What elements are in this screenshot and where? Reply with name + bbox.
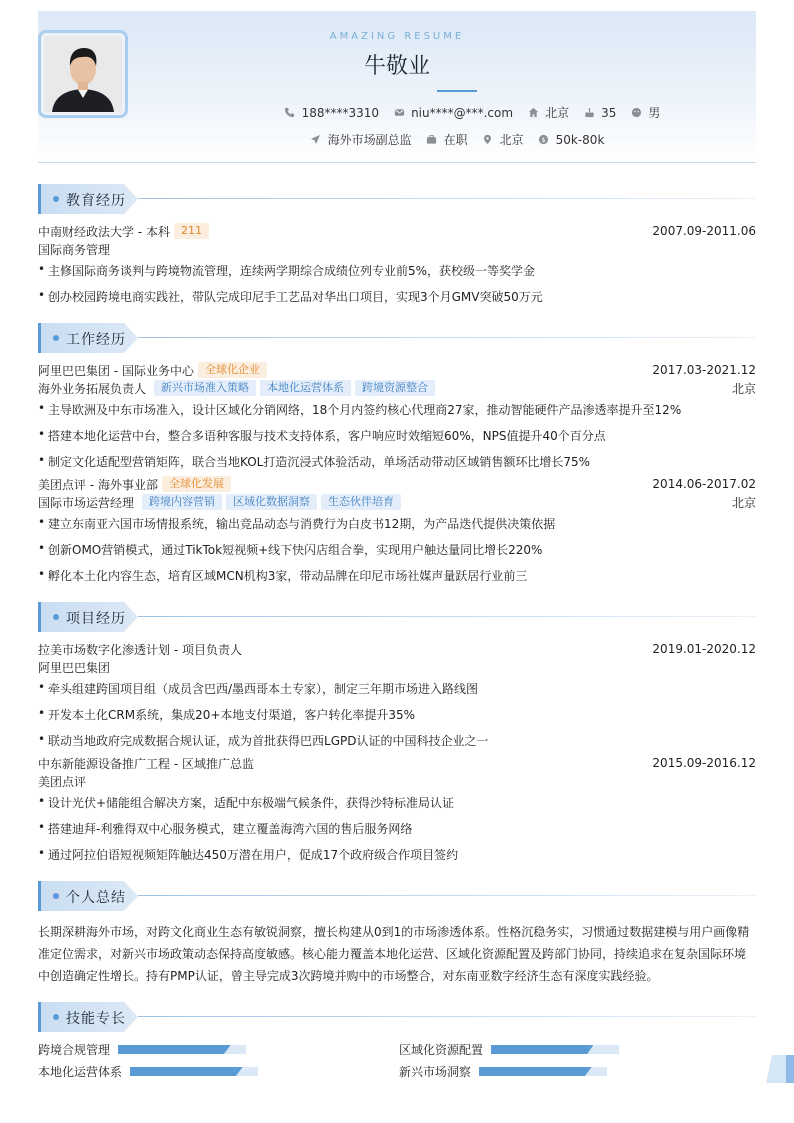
resume-header [38,11,756,163]
role-name: 海外业务拓展负责人 [38,381,147,396]
location-pin-icon [482,134,494,146]
target-city-text: 北京 [499,133,524,147]
work-role-row [38,379,756,397]
major-name: 国际商务管理 [38,242,111,257]
section-title: 技能专长 [66,1011,126,1027]
gender-item [630,104,660,121]
list-item: • 建立东南亚六国市场情报系统，输出竞品动态与消费行为白皮书12期，为产品迭代提供决策依据 [38,515,556,531]
target-city-item [482,131,524,148]
role-tag: 本地化运营体系 [260,380,351,396]
skill-item [38,1063,258,1080]
section-work-header [38,323,756,353]
email-text: niu****@***.com [411,105,514,120]
project-title-row [38,754,756,772]
company-tag: 全球化发展 [162,476,231,492]
company-tag: 全球化企业 [198,362,267,378]
list-item: • 联动当地政府完成数据合规认证，成为首批获得巴西LGPD认证的中国科技企业之一 [38,732,489,748]
skill-name: 跨境合规管理 [38,1043,111,1057]
summary-text: 长期深耕海外市场，对跨文化商业生态有敏锐洞察，擅长构建从0到1的市场渗透体系。性格沉稳务实，习惯通过数据建模与用户画像精准定位需求，对新兴市场政策动态保持高度敏感。核心能力覆盖本地化运营、区域化资源配置及跨部门协同，持续追求在复杂国际环境中创造确定性增长。持有PMP认证，曾主导完成3次跨境并购中的市场整合，对东南亚数字经济生态有深度实践经验。 [38,925,750,983]
education-date: 2007.09-2011.06 [652,224,756,238]
skill-name: 本地化运营体系 [38,1065,123,1079]
phone-text: 188****3310 [301,105,380,120]
phone-icon [284,107,296,119]
corner-decoration [766,1055,794,1083]
list-item: • 制定文化适配型营销矩阵，联合当地KOL打造沉浸式体验活动，单场活动带动区域销售额环比增长75% [38,453,591,469]
list-item: • 孵化本土化内容生态，培育区域MCN机构3家，带动品牌在印尼市场社媒声量跃居行业前三 [38,567,528,583]
email-item [393,104,513,121]
major-row [38,240,756,258]
skill-bar-fill [130,1067,243,1076]
cake-icon [583,107,595,119]
project-date: 2019.01-2020.12 [652,642,756,656]
age-item [583,104,616,121]
skill-item [399,1041,619,1058]
name-underline [437,90,477,92]
list-item: • 搭建迪拜-利雅得双中心服务模式，建立覆盖海湾六国的售后服务网络 [38,820,413,836]
role-tag: 新兴市场准入策略 [154,380,256,396]
job-intent-row [38,131,756,148]
skill-bar [479,1067,607,1076]
section-summary-header [38,881,756,911]
skill-bar [491,1045,619,1054]
section-skills-header [38,1002,756,1032]
work-city: 北京 [731,495,756,510]
project-date: 2015.09-2016.12 [652,756,756,770]
education-row [38,222,756,240]
home-icon [527,107,539,119]
project-title-row [38,640,756,658]
project-org-row [38,772,756,790]
skill-bar-fill [118,1045,231,1054]
section-title: 工作经历 [66,332,126,348]
target-job-item [310,131,412,148]
project-org: 阿里巴巴集团 [38,660,111,675]
work-date: 2017.03-2021.12 [652,363,756,377]
list-item: • 创办校园跨境电商实践社，带队完成印尼手工艺品对华出口项目，实现3个月GMV突破50万元 [38,288,543,304]
role-tag: 跨境资源整合 [355,380,435,396]
city-text: 北京 [545,106,570,120]
status-item [426,131,468,148]
mail-icon [393,107,405,119]
section-title: 项目经历 [66,611,126,627]
phone-item [284,104,379,121]
section-education-header [38,184,756,214]
work-company-row [38,361,756,379]
skill-name: 新兴市场洞察 [399,1065,472,1079]
list-item: • 通过阿拉伯语短视频矩阵触达450万潜在用户，促成17个政府级合作项目签约 [38,846,459,862]
list-item: • 搭建本地化运营中台，整合多语种客服与技术支持体系，客户响应时效缩短60%，NPS值提升40个百分点 [38,427,606,443]
school-tag: 211 [174,223,209,239]
candidate-name: 牛敬业 [363,54,430,79]
skill-name: 区域化资源配置 [399,1043,484,1057]
list-item: • 创新OMO营销模式，通过TikTok短视频+线下快闪店组合拳，实现用户触达量同比增长220% [38,541,543,557]
skill-bar-fill [479,1067,592,1076]
work-city: 北京 [731,381,756,396]
project-title: 拉美市场数字化渗透计划 - 项目负责人 [38,642,242,657]
section-projects-header [38,602,756,632]
project-org: 美团点评 [38,774,87,789]
role-tag: 区域化数据洞察 [226,494,317,510]
section-title: 教育经历 [66,193,126,209]
project-org-row [38,658,756,676]
gender-text: 男 [648,106,661,120]
skill-item [38,1041,246,1058]
list-item: • 开发本土化CRM系统，集成20+本地支付渠道，客户转化率提升35% [38,706,416,722]
briefcase-icon [426,134,438,146]
contact-row [38,104,756,121]
skill-bar [130,1067,258,1076]
skill-bar [118,1045,246,1054]
school-name: 中南财经政法大学 - 本科 [38,224,170,239]
city-item [527,104,569,121]
company-name: 阿里巴巴集团 - 国际业务中心 [38,363,194,378]
skill-item [399,1063,607,1080]
section-title: 个人总结 [66,890,126,906]
project-title: 中东新能源设备推广工程 - 区域推广总监 [38,756,254,771]
svg-text:$: $ [541,135,546,144]
list-item: • 主导欧洲及中东市场准入，设计区域化分销网络，18个月内签约核心代理商27家，推动智能硬件产品渗透率提升至12% [38,401,682,417]
work-date: 2014.06-2017.02 [652,477,756,491]
send-icon [310,134,322,146]
money-icon [538,134,550,146]
role-tag: 跨境内容营销 [142,494,222,510]
brand-label: AMAZING RESUME [329,31,465,42]
role-name: 国际市场运营经理 [38,495,135,510]
list-item: • 设计光伏+储能组合解决方案，适配中东极端气候条件，获得沙特标准局认证 [38,794,455,810]
target-job-text: 海外市场副总监 [327,133,412,147]
skill-bar-fill [491,1045,593,1054]
role-tag: 生态伙伴培育 [321,494,401,510]
list-item: • 主修国际商务谈判与跨境物流管理，连续两学期综合成绩位列专业前5%，获校级一等奖学金 [38,262,536,278]
salary-text: 50k-80k [555,132,605,147]
face-icon [630,107,642,119]
list-item: • 牵头组建跨国项目组（成员含巴西/墨西哥本土专家），制定三年期市场进入路线图 [38,680,479,696]
status-text: 在职 [443,133,468,147]
age-text: 35 [601,105,617,120]
salary-item [538,131,605,148]
company-name: 美团点评 - 海外事业部 [38,477,158,492]
work-company-row [38,475,756,493]
work-role-row [38,493,756,511]
